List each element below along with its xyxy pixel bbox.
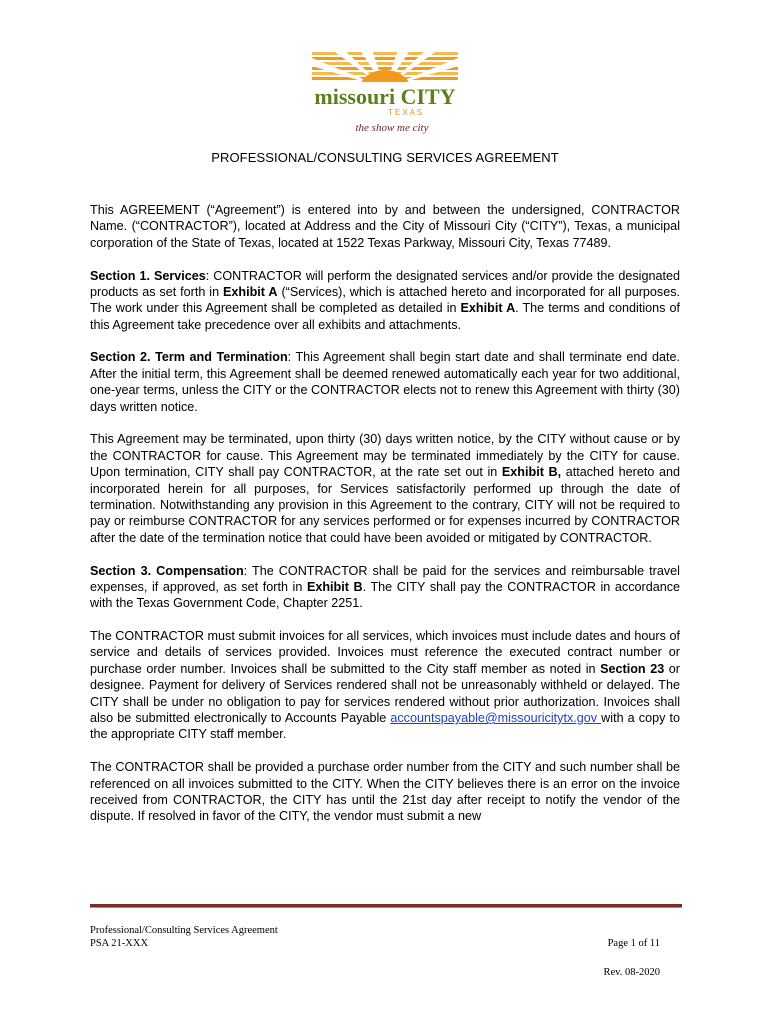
document-title: PROFESSIONAL/CONSULTING SERVICES AGREEMENT	[211, 150, 559, 165]
section-3-heading: Section 3. Compensation	[90, 563, 244, 578]
section-2-heading: Section 2. Term and Termination	[90, 350, 288, 365]
footer-psa-number: PSA 21-XXX	[90, 938, 149, 949]
sun-rays-icon	[312, 50, 458, 88]
section-3-paragraph: Section 3. Compensation: The CONTRACTOR shall be paid for the services and reimbursable travel expenses, if approved, as set forth in Exhibit B. The CITY shall pay the CONTRACTOR in accordance with the Texas Government Code, Chapter 2251.	[90, 563, 681, 611]
agreement-body	[90, 202, 680, 841]
accounts-payable-email-link[interactable]: accountspayable@missouricitytx.gov	[390, 711, 602, 726]
missouri-city-logo	[300, 44, 470, 140]
section-2-paragraph: Section 2. Term and Termination: This Agreement shall begin start date and shall terminate end date. After the initial term, this Agreement shall be deemed renewed automatically each year for two additional, one-year terms, unless the CITY or the CONTRACTOR elects not to renew this Agreement with thirty (30) days written notice.	[90, 350, 680, 414]
intro-paragraph: This AGREEMENT (“Agreement”) is entered into by and between the undersigned, CONTRACTOR Name. (“CONTRACTOR”), located at Address and the City of Missouri City (“CITY”), Texas, a municipal corporation of the State of Texas, located at 1522 Texas Parkway, Missouri City, Texas 77489.	[90, 203, 680, 250]
purchase-order-paragraph: The CONTRACTOR shall be provided a purchase order number from the CITY and such number shall be referenced on all invoices submitted to the CITY. When the CITY believes there is an error on the invoice received from CONTRACTOR, the CITY has until the 21st day after receipt to notify the vendor of the dispute. If resolved in favor of the CITY, the vendor must submit a new	[90, 760, 680, 824]
page-number: Page 1 of 11	[607, 938, 660, 949]
logo-state: T E X A S	[387, 108, 423, 117]
invoice-paragraph: The CONTRACTOR must submit invoices for all services, which invoices must include dates and hours of service and details of services provided. Invoices must reference the executed contract number or purchase order number. Invoices shall be submitted to the City staff member as noted in Section 23 or designee. Payment for delivery of Services rendered shall not be unreasonably withheld or delayed. The CITY shall be under no obligation to pay for services rendered without prior authorization. Invoices shall also be submitted electronically to Accounts Payable accountspayable@missouricitytx.gov with a copy to the appropriate CITY staff member.	[90, 629, 680, 742]
termination-paragraph: This Agreement may be terminated, upon thirty (30) days written notice, by the CITY without cause or by the CONTRACTOR for cause. This Agreement may be terminated immediately by the CITY for cause. Upon termination, CITY shall pay CONTRACTOR, at the rate set out in Exhibit B, attached hereto and incorporated herein for all purposes, for Services satisfactorily performed up through the date of termination. Notwithstanding any provision in this Agreement to the contrary, CITY will not be required to pay or reimburse CONTRACTOR for any services performed or for expenses incurred by CONTRACTOR after the date of the termination notice that could have been avoided or mitigated by CONTRACTOR.	[90, 432, 680, 545]
section-1-heading: Section 1. Services	[90, 268, 206, 283]
footer-left	[90, 924, 278, 950]
logo-tagline: the show me city	[355, 122, 429, 134]
footer-document-name: Professional/Consulting Services Agreement	[90, 925, 278, 936]
footer-divider	[90, 904, 682, 908]
logo-name: missouri CITY	[314, 84, 456, 109]
revision-date: Rev. 08-2020	[603, 967, 660, 978]
section-1-paragraph: Section 1. Services: CONTRACTOR will perform the designated services and/or provide the designated products as set forth in Exhibit A (“Services), which is attached hereto and incorporated for all purposes. The work under this Agreement shall be completed as detailed in Exhibit A. The terms and conditions of this Agreement take precedence over all exhibits and attachments.	[90, 268, 681, 332]
